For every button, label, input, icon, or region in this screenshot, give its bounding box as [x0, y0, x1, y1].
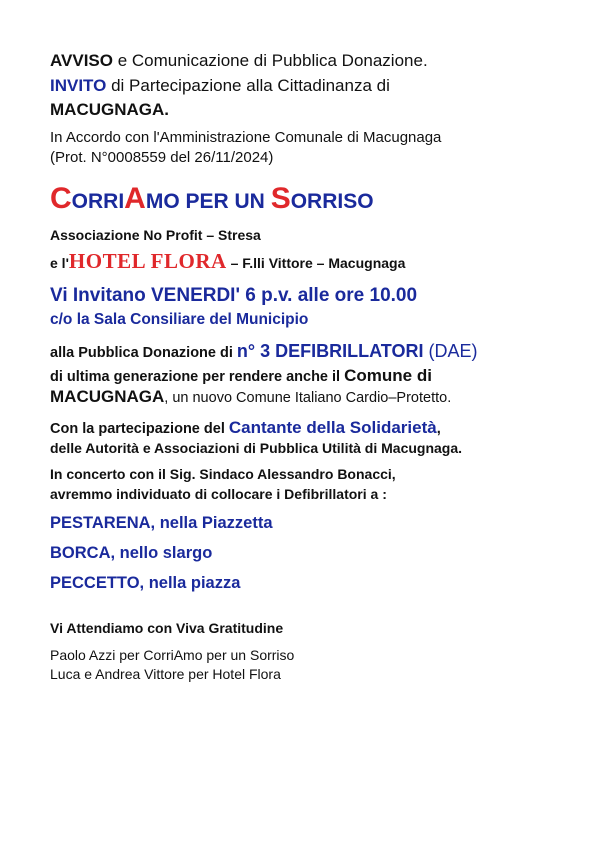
town-name: MACUGNAGA.: [50, 100, 169, 119]
defibrillators-count: n° 3 DEFIBRILLATORI: [236, 341, 424, 361]
concert-line-2: avremmo individuato di collocare i Defibrillatori a :: [50, 486, 387, 502]
singer-name: Cantante della Solidarietà: [228, 418, 437, 437]
donation-line-3-text: , un nuovo Comune Italiano Cardio–Protetto.: [164, 390, 452, 406]
dae-label: (DAE): [423, 341, 478, 361]
avviso-label: AVVISO: [50, 51, 113, 70]
participation-comma: ,: [436, 421, 441, 437]
participation-line-1: [50, 418, 441, 438]
hotel-prefix: e l': [50, 255, 69, 271]
notice-line-2: [50, 76, 390, 96]
donation-line-3: [50, 387, 451, 407]
protocol-line: (Prot. N°0008559 del 26/11/2024): [50, 149, 274, 166]
location-borca: BORCA, nello slargo: [50, 544, 213, 562]
title-s: S: [270, 182, 291, 215]
hotel-suffix: – F.lli Vittore – Macugnaga: [226, 255, 406, 271]
donation-intro: alla Pubblica Donazione di: [50, 345, 237, 361]
invite-date: Vi Invitano VENERDI' 6 p.v. alle ore 10.00: [50, 285, 418, 306]
title-a: A: [124, 182, 146, 215]
association-line: Associazione No Profit – Stresa: [50, 227, 261, 243]
location-peccetto: PECCETTO, nella piazza: [50, 574, 241, 592]
signature-2: Luca e Andrea Vittore per Hotel Flora: [50, 666, 281, 682]
notice-line-1: [50, 51, 428, 71]
event-title: [50, 182, 374, 217]
macugnaga-bold: MACUGNAGA: [50, 387, 165, 406]
accord-line: In Accordo con l'Amministrazione Comunale di Macugnaga: [50, 129, 442, 146]
hotel-flora-name: HOTEL FLORA: [68, 249, 227, 273]
participation-line-2: delle Autorità e Associazioni di Pubblica Utilità di Macugnaga.: [50, 440, 463, 456]
invito-label: INVITO: [50, 76, 107, 95]
donation-line-1: [50, 341, 477, 362]
concert-line-1: In concerto con il Sig. Sindaco Alessandro Bonacci,: [50, 466, 396, 482]
hotel-line: [50, 249, 405, 273]
title-mo-per-un: MO PER UN: [145, 190, 271, 213]
donation-line-2-text: di ultima generazione per rendere anche il: [50, 369, 345, 385]
closing-thanks: Vi Attendiamo con Viva Gratitudine: [50, 620, 284, 636]
title-orriso: ORRISO: [290, 190, 374, 213]
comune-di: Comune di: [344, 366, 432, 385]
notice-line-1-text: e Comunicazione di Pubblica Donazione.: [112, 51, 428, 70]
donation-line-2: [50, 366, 432, 386]
notice-line-2-text: di Partecipazione alla Cittadinanza di: [106, 76, 390, 95]
location-pestarena: PESTARENA, nella Piazzetta: [50, 514, 273, 532]
signature-1: Paolo Azzi per CorriAmo per un Sorriso: [50, 647, 295, 663]
participation-intro: Con la partecipazione del: [50, 421, 229, 437]
title-c: C: [50, 182, 72, 215]
invite-venue: c/o la Sala Consiliare del Municipio: [50, 311, 309, 328]
title-orri: ORRI: [71, 190, 125, 213]
